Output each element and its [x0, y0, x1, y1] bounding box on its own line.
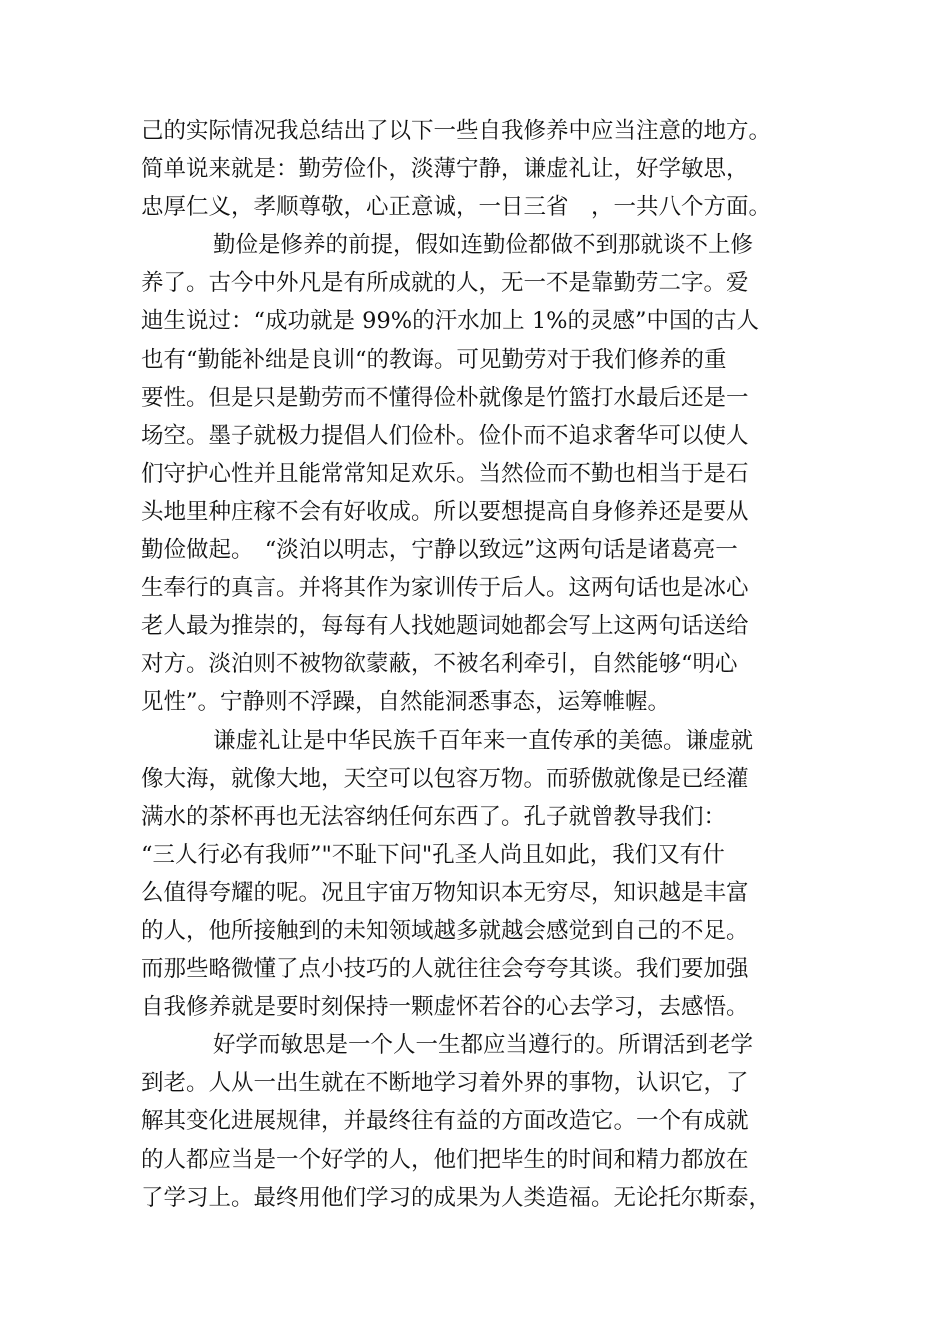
- text-line: 简单说来就是：勤劳俭仆，淡薄宁静，谦虚礼让，好学敏思，: [141, 156, 749, 183]
- text-line: 老人最为推崇的，每每有人找她题词她都会写上这两句话送给: [141, 613, 749, 640]
- text-line: 解其变化进展规律，并最终往有益的方面改造它。一个有成就: [141, 1108, 749, 1135]
- text-line: 要性。但是只是勤劳而不懂得俭朴就像是竹篮打水最后还是一: [141, 384, 749, 411]
- text-line: 满水的茶杯再也无法容纳任何东西了。孔子就曾教导我们：: [141, 803, 727, 830]
- document-body: [141, 112, 821, 1217]
- text-line: 的人，他所接触到的未知领域越多就越会感觉到自己的不足。: [141, 917, 749, 944]
- text-line: 头地里种庄稼不会有好收成。所以要想提高自身修养还是要从: [141, 498, 749, 525]
- text-line: 自我修养就是要时刻保持一颗虚怀若谷的心去学习，去感悟。: [141, 994, 749, 1021]
- text-line: 们守护心性并且能常常知足欢乐。当然俭而不勤也相当于是石: [141, 460, 749, 487]
- text-line: 场空。墨子就极力提倡人们俭朴。俭仆而不追求奢华可以使人: [141, 422, 749, 449]
- text-line: 勤俭做起。 “淡泊以明志，宁静以致远”这两句话是诸葛亮一: [141, 537, 738, 564]
- text-line: 的人都应当是一个好学的人，他们把毕生的时间和精力都放在: [141, 1146, 749, 1173]
- text-line: 而那些略微懂了点小技巧的人就往往会夸夸其谈。我们要加强: [141, 956, 749, 983]
- text-line: 像大海，就像大地，天空可以包容万物。而骄傲就像是已经灌: [141, 765, 749, 792]
- text-line: 到老。人从一出生就在不断地学习着外界的事物，认识它，了: [141, 1070, 749, 1097]
- text-line: 迪生说过：“成功就是 99%的汗水加上 1%的灵感”中国的古人: [141, 308, 760, 335]
- text-line: 么值得夸耀的呢。况且宇宙万物知识本无穷尽，知识越是丰富: [141, 879, 749, 906]
- text-line: 生奉行的真言。并将其作为家训传于后人。这两句话也是冰心: [141, 575, 749, 602]
- text-line: 忠厚仁义，孝顺尊敬，心正意诚，一日三省 ，一共八个方面。: [141, 194, 772, 221]
- text-line: 养了。古今中外凡是有所成就的人，无一不是靠勤劳二字。爱: [141, 270, 749, 297]
- text-line: 也有“勤能补绌是良训“的教诲。可见勤劳对于我们修养的重: [141, 346, 727, 373]
- text-line: 对方。淡泊则不被物欲蒙蔽，不被名利牵引，自然能够“明心: [141, 651, 738, 678]
- text-line: 见性”。宁静则不浮躁，自然能洞悉事态，运筹帷幄。: [141, 689, 671, 716]
- text-line: “三人行必有我师”"不耻下问"孔圣人尚且如此，我们又有什: [141, 841, 725, 868]
- paragraph-start-line: 好学而敏思是一个人一生都应当遵行的。所谓活到老学: [213, 1032, 754, 1059]
- paragraph-start-line: 勤俭是修养的前提，假如连勤俭都做不到那就谈不上修: [213, 232, 754, 259]
- text-line: 了学习上。最终用他们学习的成果为人类造福。无论托尔斯泰，: [141, 1184, 772, 1211]
- text-line: 己的实际情况我总结出了以下一些自我修养中应当注意的地方。: [141, 118, 772, 144]
- paragraph-start-line: 谦虚礼让是中华民族千百年来一直传承的美德。谦虚就: [213, 727, 754, 754]
